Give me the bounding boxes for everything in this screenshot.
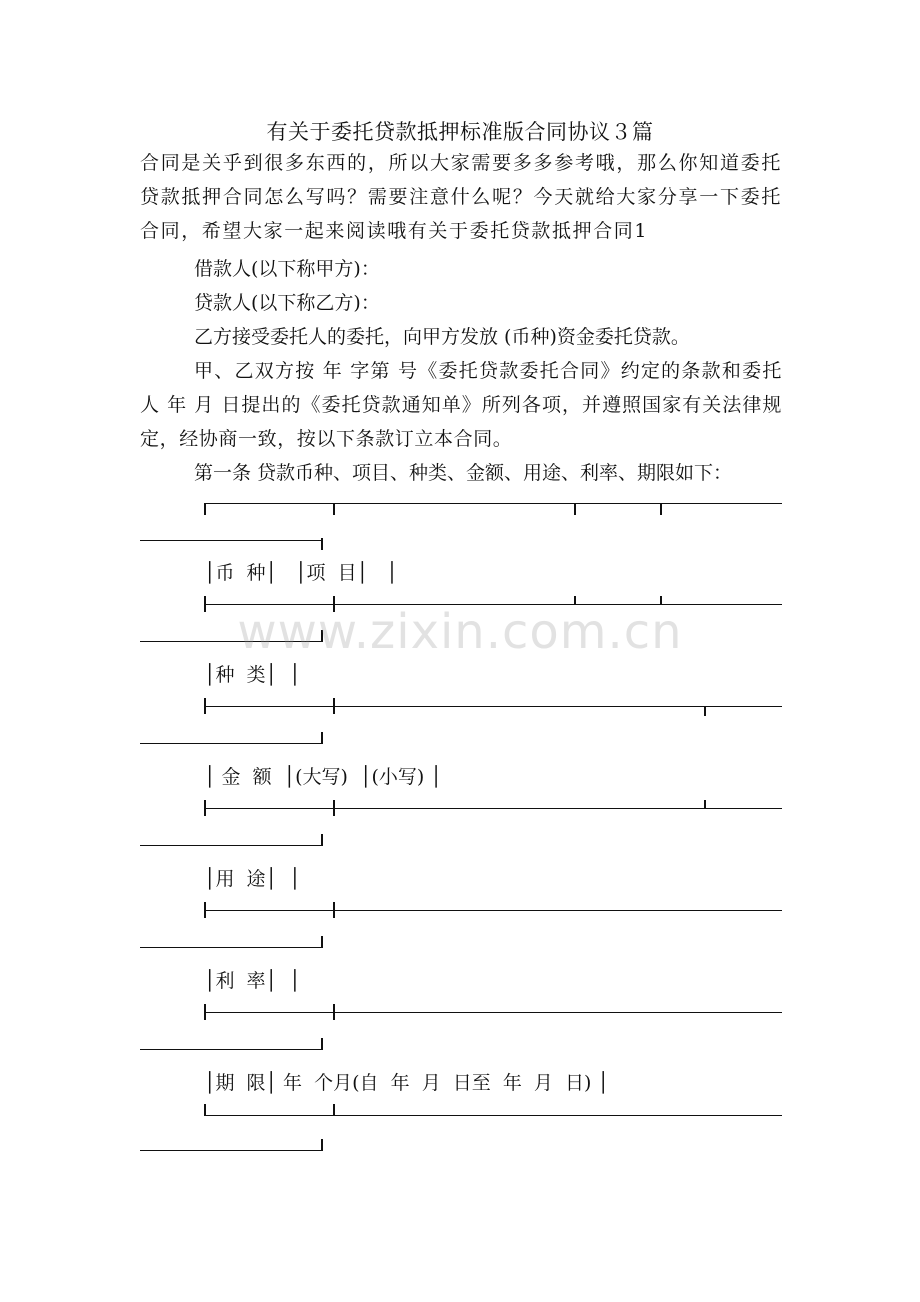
table-border [204,503,782,504]
table-border [140,947,322,948]
table-border [204,1012,782,1013]
usage-label: 用 途 [215,868,266,890]
table-tick [204,503,206,515]
amount-lowercase: (小写) [371,766,431,788]
table-border [204,808,782,809]
agreement-paragraph: 甲、乙双方按 年 字第 号《委托贷款委托合同》约定的条款和委托人 年 月 日提出的《委托贷款通知单》所列各项，并遵照国家有关法律规定，经协商一致，按以下条款订立本合同。 [140,360,782,450]
table-tick [333,800,335,816]
table-tick [574,596,576,605]
table-border [204,706,782,707]
entrust-paragraph: 乙方接受委托人的委托，向甲方发放 (币种)资金委托贷款。 [194,326,690,348]
lender-line: 贷款人(以下称乙方)： [194,292,380,314]
table-row: │期 限│ 年 个月(自 年 月 日至 年 月 日) │ [204,1072,609,1094]
table-tick [321,834,323,846]
article-one: 第一条 贷款币种、项目、种类、金额、用途、利率、期限如下： [194,462,733,484]
table-tick [204,800,206,816]
table-border [140,743,322,744]
table-tick [704,800,706,809]
table-tick [204,698,206,714]
table-tick [333,1004,335,1020]
watermark: www.zixin.com.cn [237,604,683,660]
table-tick [321,936,323,948]
table-tick [204,1004,206,1020]
table-border [140,1049,322,1050]
table-tick [333,902,335,918]
table-tick [321,732,323,744]
table-border [204,1115,782,1116]
table-tick [333,596,335,612]
table-tick [321,1038,323,1050]
table-border [140,1150,322,1151]
table-tick [204,1104,206,1116]
table-tick [321,538,323,550]
term-label: 期 限 [215,1072,266,1094]
rate-label: 利 率 [215,970,266,992]
amount-uppercase: (大写) [295,766,348,788]
table-border [140,540,322,541]
table-tick [574,503,576,515]
table-tick [204,596,206,612]
table-row: │种 类│ │ [204,664,301,686]
table-border [140,641,322,642]
table-tick [333,1104,335,1116]
table-tick [204,902,206,918]
currency-label: 币 种 [215,562,266,584]
table-row: │币 种│ │项 目│ │ [204,562,398,584]
table-tick [660,596,662,605]
term-value: 年 个月(自 年 月 日至 年 月 日) [277,1072,598,1094]
table-row: │用 途│ │ [204,868,301,890]
table-tick [333,503,335,515]
table-border [204,604,782,605]
table-row: │ 金 额 │(大写) │(小写) │ [204,766,442,788]
intro-paragraph: 合同是关乎到很多东西的，所以大家需要多多参考哦，那么你知道委托贷款抵押合同怎么写吗？需要注意什么呢？今天就给大家分享一下委托合同，希望大家一起来阅读哦有关于委托贷款抵押合同1 [140,152,782,242]
table-border [204,910,782,911]
document-title: 有关于委托贷款抵押标准版合同协议３篇 [266,120,654,144]
table-tick [321,630,323,642]
amount-label: 金 额 [215,766,278,788]
table-tick [321,1139,323,1151]
project-label: 项 目 [306,562,357,584]
table-border [140,845,322,846]
table-tick [660,503,662,515]
type-label: 种 类 [215,664,266,686]
table-tick [333,698,335,714]
table-tick [704,706,706,716]
borrower-line: 借款人(以下称甲方)： [194,258,380,280]
table-row: │利 率│ │ [204,970,301,992]
